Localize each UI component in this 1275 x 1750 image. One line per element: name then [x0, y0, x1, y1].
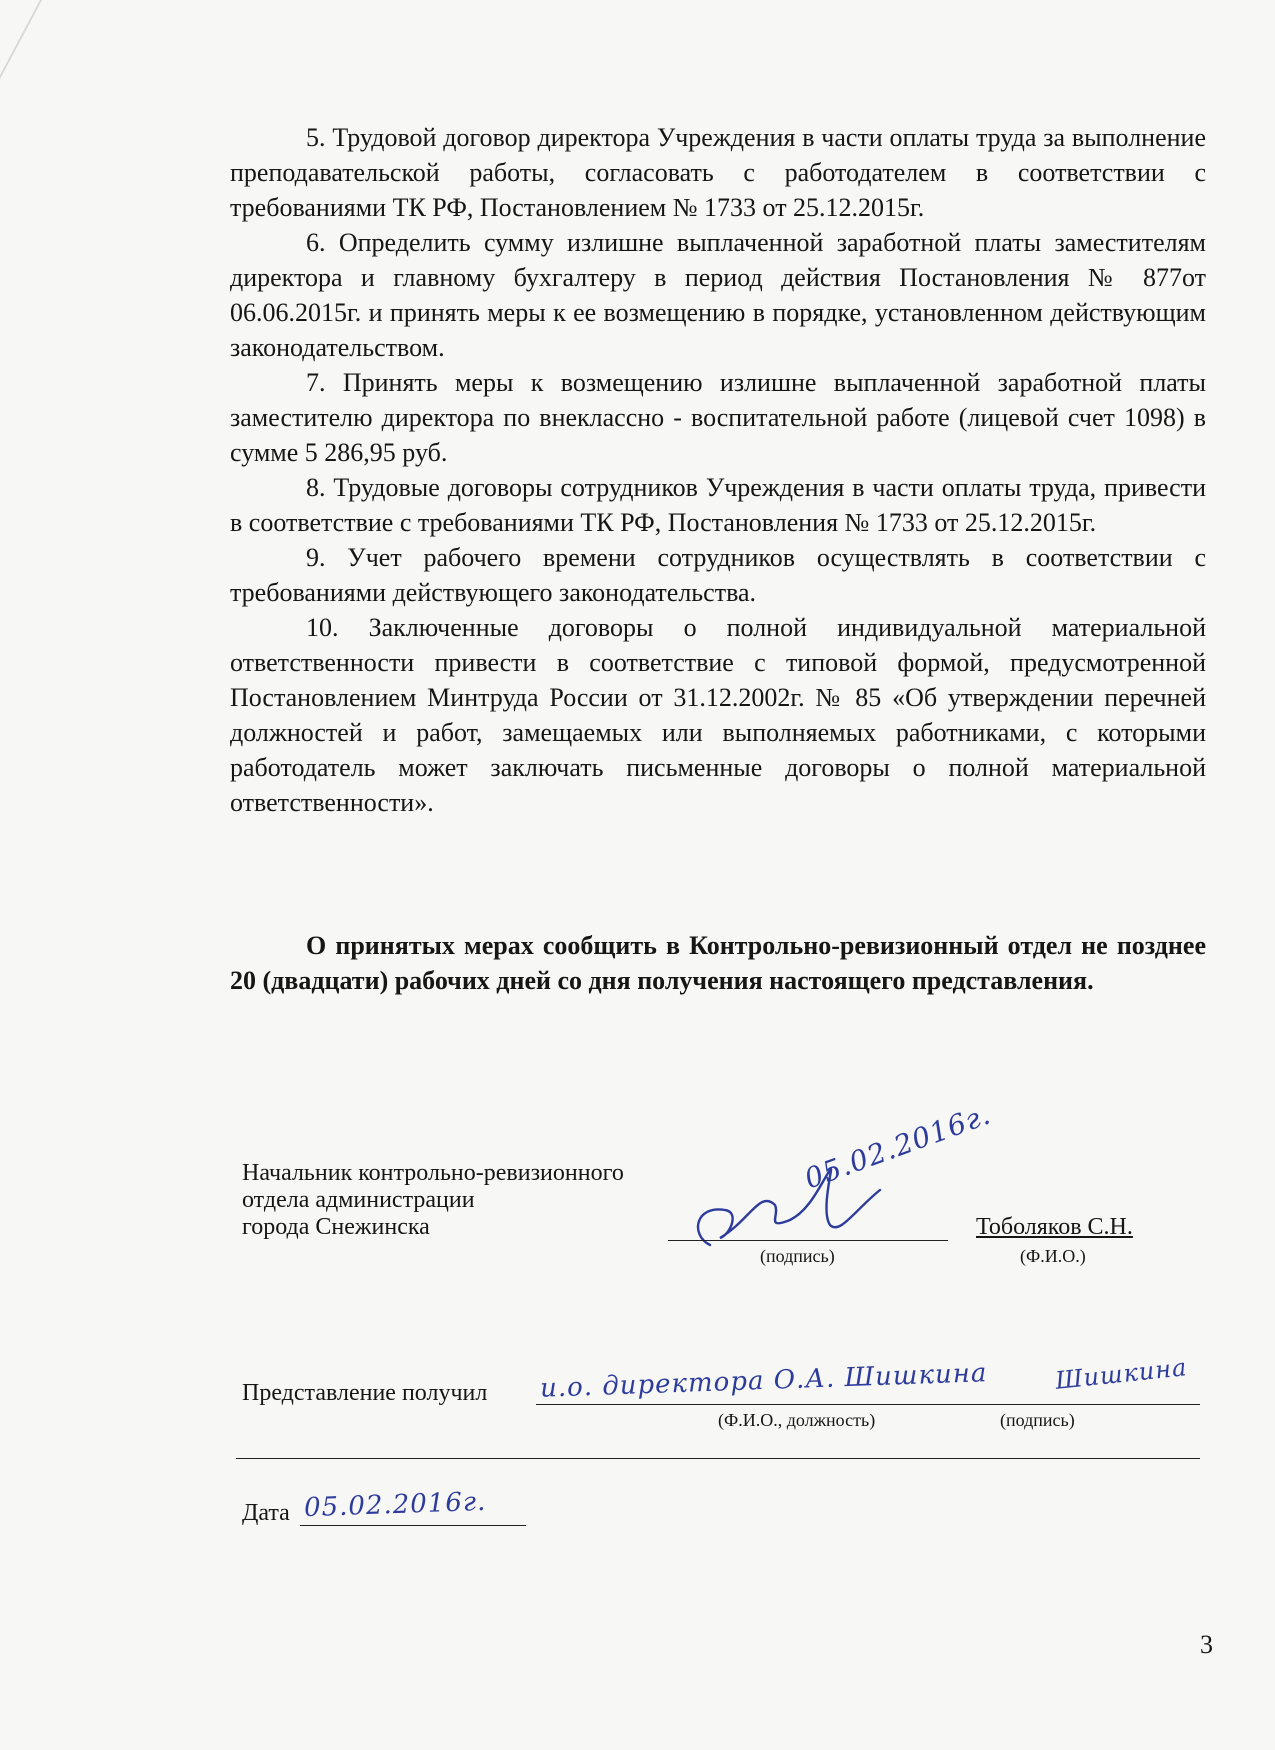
signatory-line-3: города Снежинска: [242, 1214, 430, 1240]
page-fold-edge: [0, 0, 162, 100]
paragraph-7: 7. Принять меры к возмещению излишне выплаченной заработной платы заместителю директора по внеклассно - воспитательной работе (лицевой счет 1098) в сумме 5 286,95 руб.: [230, 368, 1206, 467]
signature-line: [668, 1240, 948, 1241]
paragraph-6: 6. Определить сумму излишне выплаченной заработной платы заместителям директора и главному бухгалтеру в период действия Постановления № 877от 06.06.2015г. и принять меры к ее возмещению в порядке, установленном действующим законодательством.: [230, 228, 1206, 362]
notice-text: О принятых мерах сообщить в Контрольно-ревизионный отдел не позднее 20 (двадцати) рабочих дней со дня получения настоящего представления.: [230, 931, 1206, 995]
received-line: [536, 1404, 1200, 1405]
notice-block: [230, 928, 1206, 998]
name-caption: (Ф.И.О.): [1020, 1246, 1086, 1266]
fio-caption: (Ф.И.О., должность): [718, 1410, 876, 1430]
date-line: [300, 1525, 526, 1526]
paragraph-8: 8. Трудовые договоры сотрудников Учреждения в части оплаты труда, привести в соответствие с требованиями ТК РФ, Постановления № 1733 от 25.12.2015г.: [230, 473, 1206, 537]
paragraph-9: 9. Учет рабочего времени сотрудников осуществлять в соответствии с требованиями действующего законодательства.: [230, 543, 1206, 607]
page-number: 3: [1200, 1630, 1213, 1659]
full-width-line: [236, 1458, 1200, 1459]
signatory-title: [242, 1160, 624, 1241]
signatory-line-1: Начальник контрольно-ревизионного: [242, 1160, 624, 1186]
paragraph-5: 5. Трудовой договор директора Учреждения в части оплаты труда за выполнение преподавательской работы, согласовать с работодателем в соответствии с требованиями ТК РФ, Постановлением № 1733 от 25.12.2015г.: [230, 123, 1206, 222]
received-handwritten: и.о. директора О.А. Шишкина: [539, 1358, 988, 1404]
document-body: [230, 120, 1206, 820]
received-label: Представление получил: [242, 1380, 488, 1406]
date-label: Дата: [242, 1500, 290, 1526]
signature-date: 05.02.2016г.: [800, 1097, 996, 1196]
signatory-name: Тоболяков С.Н.: [976, 1214, 1133, 1240]
received-signature-caption: (подпись): [1000, 1410, 1075, 1430]
signatory-line-2: отдела администрации: [242, 1187, 475, 1213]
paragraph-10: 10. Заключенные договоры о полной индивидуальной материальной ответственности привести в соответствие с типовой формой, предусмотренной Постановлением Минтруда России от 31.12.2002г. № 85 «Об утверждении перечней должностей и работ, замещаемых или выполняемых работниками, с которыми работодатель может заключать письменные договоры о полной материальной ответственности».: [230, 613, 1206, 817]
date-handwritten: 05.02.2016г.: [303, 1486, 487, 1524]
signature-caption: (подпись): [760, 1246, 835, 1266]
received-signature: Шишкина: [1053, 1353, 1189, 1395]
